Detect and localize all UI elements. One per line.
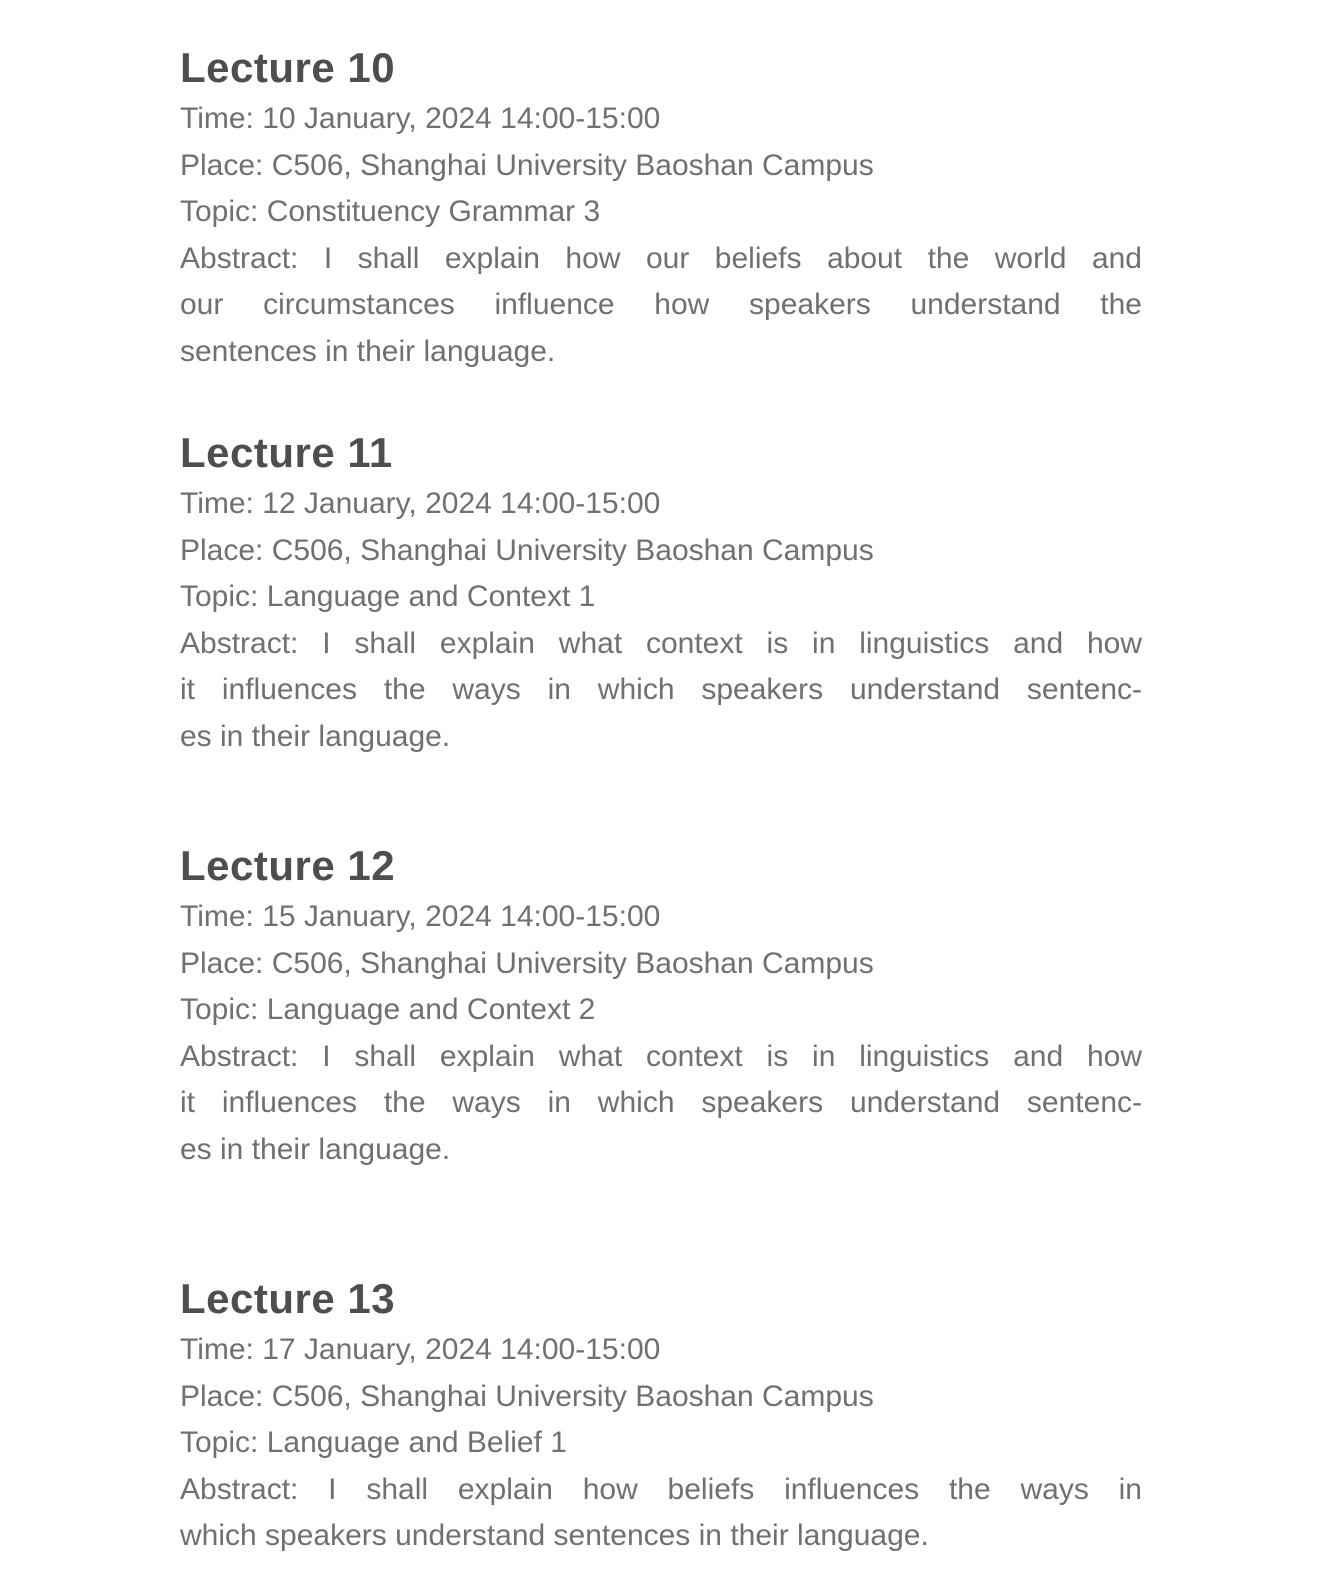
lecture-abstract bbox=[180, 236, 1142, 376]
lecture-section-11 bbox=[180, 425, 1142, 760]
lecture-place: Place: C506, Shanghai University Baoshan Campus bbox=[180, 946, 874, 980]
lecture-title: Lecture 11 bbox=[180, 429, 393, 476]
lecture-time: Time: 12 January, 2024 14:00-15:00 bbox=[180, 487, 661, 520]
lecture-time: Time: 10 January, 2024 14:00-15:00 bbox=[180, 102, 661, 135]
lecture-section-10 bbox=[180, 40, 1142, 375]
lecture-title: Lecture 12 bbox=[180, 842, 396, 889]
lecture-topic: Topic: Language and Context 1 bbox=[180, 580, 596, 613]
lecture-time: Time: 15 January, 2024 14:00-15:00 bbox=[180, 900, 661, 933]
lecture-section-12 bbox=[180, 838, 1142, 1173]
abstract-line: it influences the ways in which speakers understand sentenc- bbox=[180, 1086, 1142, 1119]
lecture-title: Lecture 13 bbox=[180, 1275, 396, 1322]
abstract-line: Abstract: I shall explain how our beliefs about the world and bbox=[180, 241, 1142, 275]
lecture-abstract bbox=[180, 1034, 1142, 1174]
abstract-line: Abstract: I shall explain how beliefs influences the ways in bbox=[180, 1472, 1142, 1506]
lecture-topic: Topic: Constituency Grammar 3 bbox=[180, 195, 601, 228]
lecture-topic: Topic: Language and Belief 1 bbox=[180, 1426, 567, 1459]
lecture-section-13 bbox=[180, 1271, 1142, 1560]
abstract-line: which speakers understand sentences in their language. bbox=[180, 1519, 929, 1552]
abstract-line: es in their language. bbox=[180, 1132, 451, 1166]
abstract-line: es in their language. bbox=[180, 719, 451, 753]
lecture-list bbox=[180, 40, 1142, 1560]
lecture-title: Lecture 10 bbox=[180, 44, 396, 91]
abstract-line: Abstract: I shall explain what context is in linguistics and how bbox=[180, 626, 1142, 660]
abstract-line: our circumstances influence how speakers understand the bbox=[180, 288, 1142, 321]
lecture-time: Time: 17 January, 2024 14:00-15:00 bbox=[180, 1333, 661, 1366]
abstract-line: sentences in their language. bbox=[180, 334, 556, 368]
lecture-place: Place: C506, Shanghai University Baoshan Campus bbox=[180, 533, 874, 567]
abstract-line: it influences the ways in which speakers understand sentenc- bbox=[180, 673, 1142, 706]
abstract-line: Abstract: I shall explain what context is in linguistics and how bbox=[180, 1039, 1142, 1073]
lecture-place: Place: C506, Shanghai University Baoshan Campus bbox=[180, 1379, 874, 1413]
lecture-topic: Topic: Language and Context 2 bbox=[180, 993, 596, 1026]
lecture-abstract bbox=[180, 621, 1142, 761]
lecture-place: Place: C506, Shanghai University Baoshan Campus bbox=[180, 148, 874, 182]
lecture-abstract bbox=[180, 1467, 1142, 1560]
